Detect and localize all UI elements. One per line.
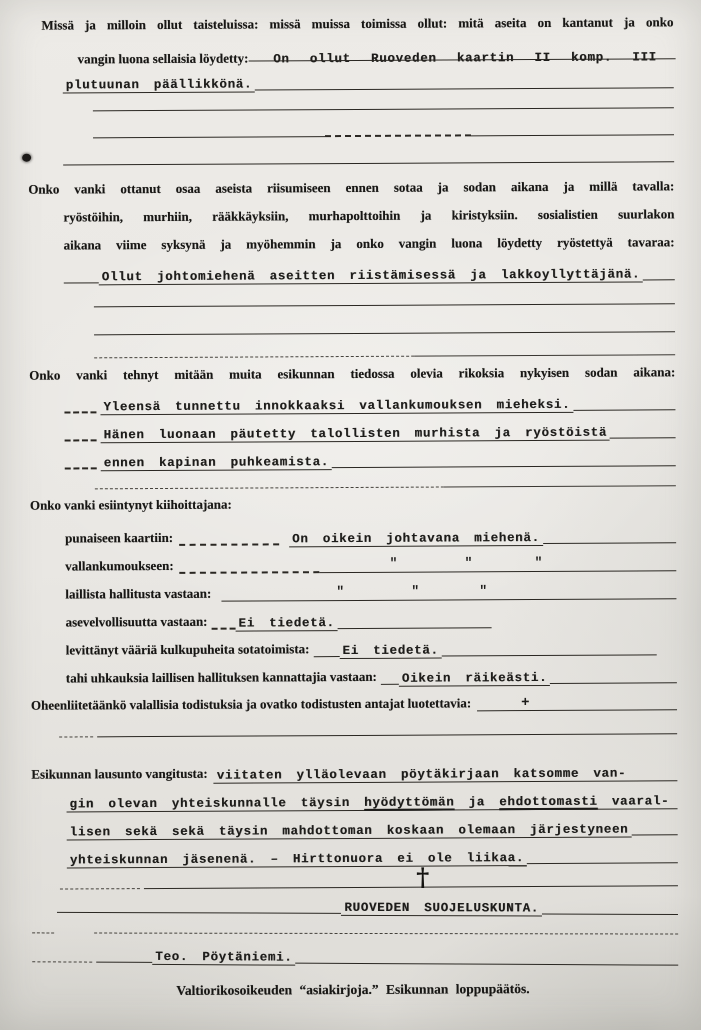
dotted-leader — [32, 961, 92, 962]
question-4-row-1-answer: On oikein johtavana miehenä. — [289, 531, 543, 547]
ruled-line — [542, 914, 678, 915]
blank-line — [32, 915, 678, 934]
dotted-leader — [65, 467, 97, 469]
ruled-line — [96, 962, 152, 963]
ditto-mark: " — [479, 583, 488, 599]
question-2-answer: Ollut johtomiehenä aseitten riistämisessä ja lakkoyllyttäjänä. — [99, 267, 644, 285]
plus-mark: + — [521, 695, 530, 712]
question-2-line-1: Onko vanki ottanut osaa aseista riisumiseen ennen sotaa ja sodan aikana ja millä tavalla: — [28, 178, 675, 197]
statement-line-2-pre: gin olevan yhteiskunnalle täysin — [69, 796, 350, 812]
statement-line-2-post: vaaral- — [611, 794, 670, 809]
dotted-leader — [64, 411, 96, 413]
ruled-line — [643, 279, 675, 280]
organization-signature: RUOVEDEN SUOJELUSKUNTA. — [341, 901, 542, 917]
statement-line-4: yhteiskunnan jäsenenä. – Hirttonuora ei ole liikaa. — [67, 851, 527, 868]
ruled-line — [610, 437, 676, 438]
ditto-mark: " — [336, 584, 345, 600]
question-4-row-5-label: levittänyt vääriä kulkupuheita sotatoimista: — [65, 641, 310, 658]
blank-line — [93, 90, 674, 111]
question-3-answer-2: Hänen luonaan päutetty talollisten murhista ja ryöstöistä — [101, 426, 611, 444]
ruled-line — [332, 465, 676, 468]
question-4-row-5-answer: Ei tiedetä. — [339, 644, 441, 660]
blank-line — [94, 339, 675, 358]
ruled-line — [543, 542, 676, 544]
ruled-line — [295, 963, 678, 966]
ruled-line — [573, 409, 675, 411]
question-4-row-6-label: tahi uhkauksia laillisen hallituksen kannattajia vastaan: — [65, 668, 377, 686]
ruled-line — [550, 682, 677, 684]
ruled-line — [64, 282, 99, 283]
statement-line-2-underlined-1: hyödyttömän — [364, 795, 455, 810]
statement-label: Esikunnan lausunto vangitusta: — [31, 765, 208, 782]
ink-spot — [22, 154, 31, 162]
ruled-line — [57, 912, 341, 914]
question-3-line-1: Onko vanki tehnyt mitään muita esikunnan tiedossa olevia rikoksia nykyisen sodan aikana: — [29, 364, 676, 383]
ditto-mark: " — [534, 554, 543, 571]
ruled-line — [442, 654, 657, 656]
dotted-leader — [212, 628, 236, 630]
question-4-row-6-answer: Oikein räikeästi. — [399, 671, 550, 687]
question-3-answer-3: ennen kapinan puhkeamista. — [101, 455, 332, 471]
question-3-answer-1: Yleensä tunnettu innokkaaksi vallankumouksen mieheksi. — [100, 398, 573, 415]
ditto-mark: " — [389, 555, 398, 571]
statement-line-3: lisen sekä sekä täysin mahdottoman koskaan olemaan järjestyneen — [67, 823, 632, 841]
question-4-heading: Onko vanki esiintynyt kiihoittajana: — [29, 496, 232, 513]
ruled-line — [314, 656, 340, 657]
ruled-line — [338, 627, 492, 629]
blank-line — [94, 314, 675, 335]
blank-line — [93, 117, 674, 138]
ruled-line — [320, 554, 677, 573]
cross-icon: † — [416, 862, 430, 892]
blank-line — [59, 716, 677, 737]
statement-line-1: viitaten ylläolevaan pöytäkirjaan katsomme van- — [214, 766, 678, 783]
dotted-leader — [180, 571, 320, 574]
blank-line — [94, 286, 675, 307]
dotted-leader — [65, 439, 97, 441]
blank-line — [95, 470, 676, 489]
question-1-line-2-label: vangin luona sellaisia löydetty: — [77, 50, 249, 67]
statement-line-2-mid: ja — [468, 795, 486, 810]
dotted-leader — [179, 543, 279, 546]
question-4-row-4-answer: Ei tiedetä. — [235, 616, 337, 632]
ditto-mark: " — [411, 583, 420, 599]
name-signature: Teo. Pöytäniemi. — [152, 950, 295, 966]
question-1-line-1: Missä ja milloin ollut taisteluissa: missä muissa toimissa ollut: mitä aseita on kantanut ja onko — [41, 14, 674, 33]
question-1-answer-line-2: plutuunan päällikkönä. — [63, 77, 256, 93]
footer-caption: Valtiorikosoikeuden “asiakirjoja.” Esikunnan loppupäätös. — [176, 981, 530, 998]
ditto-mark: " — [464, 555, 473, 571]
question-4-row-2-label: vallankumoukseen: — [65, 557, 174, 574]
question-1-answer-struck: On ollut Ruoveden kaartin II komp. III — [256, 50, 673, 66]
question-4-row-1-label: punaiseen kaartiin: — [65, 529, 174, 546]
ruled-line — [631, 834, 677, 835]
ruled-line — [477, 695, 677, 712]
ruled-line — [381, 684, 399, 685]
question-2-line-3: aikana viime syksynä ja myöhemmin ja onko vangin luona löydetty ryöstettyä tavaraa: — [63, 234, 675, 253]
question-4-row-3-label: laillista hallitusta vastaan: — [65, 585, 212, 602]
ruled-line — [221, 583, 676, 601]
question-5-label: Oheenliitetäänkö valallisia todistuksia ja ovatko todistusten antajat luotettavia: — [30, 695, 472, 713]
question-4-row-4-label: asevelvollisuutta vastaan: — [65, 613, 208, 630]
question-2-line-2: ryöstöihin, murhiin, rääkkäyksiin, murhapolttoihin ja kiristyksiin. sosialistien suurlakon — [63, 206, 675, 225]
statement-line-2-underlined-2: ehdottomasti — [499, 794, 598, 810]
blank-line — [63, 144, 674, 165]
